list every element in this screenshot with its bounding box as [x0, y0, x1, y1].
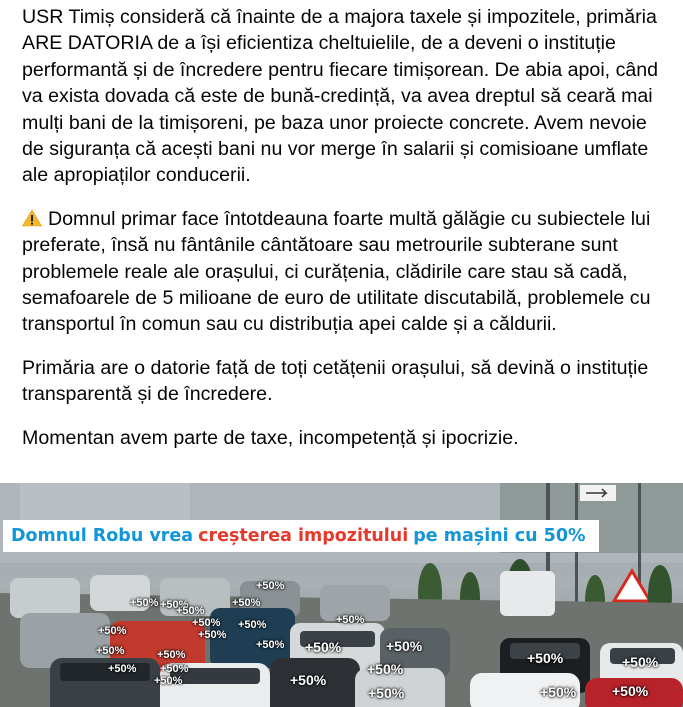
car-tag: +50% — [336, 614, 365, 626]
car-tag: +50% — [157, 649, 186, 661]
post-paragraph-2-text: Domnul primar face întotdeauna foarte multă gălăgie cu subiectele lui preferate, însă nu fântânile cântătoare sau metrourile subterane sunt problemele reale ale orașului, ci curățenia, clădirile care stau să cadă, semafoarele de 5 milioane de euro de utilitate discutabilă, problemele cu transportul în comun sau cu distribuția apei calde și a căldurii. — [22, 207, 651, 336]
car-tag: +50% — [176, 605, 205, 617]
car-tag: +50% — [232, 597, 261, 609]
car-tag: +50% — [98, 625, 127, 637]
post-paragraph-2 — [22, 206, 672, 338]
car-tag: +50% — [367, 661, 404, 677]
car-tag: +50% — [386, 638, 423, 654]
image-banner — [3, 520, 599, 552]
car-tag: +50% — [198, 629, 227, 641]
car-tag: +50% — [238, 619, 267, 631]
car-tag: +50% — [368, 685, 405, 701]
car-tag: +50% — [154, 675, 183, 687]
post-paragraph-1: USR Timiș consideră că înainte de a majora taxele și impozitele, primăria ARE DATORIA de a își eficientiza cheltuielile, de a deveni o instituție performantă și de încredere pentru fiecare timișorean. De abia apoi, când va exista dovada că este de bună-credință, va avea dreptul să ceară mai mulți bani de la timișoreni, pe baza unor proiecte concrete. Avem nevoie de siguranța că acești bani nu vor merge în salarii și comisioane umflate ale apropiaților conducerii. — [22, 6, 659, 187]
post-paragraph-4: Momentan avem parte de taxe, incompetență și ipocrizie. — [22, 426, 519, 449]
car-tag: +50% — [290, 672, 327, 688]
warning-icon — [22, 209, 42, 227]
post-image[interactable] — [0, 483, 683, 707]
car-tag: +50% — [192, 617, 221, 629]
car-tag: +50% — [527, 650, 564, 666]
car-tag: +50% — [622, 654, 659, 670]
car-tag: +50% — [256, 639, 285, 651]
car-tag: +50% — [305, 639, 342, 655]
banner-part-2: creșterea impozitului — [198, 526, 409, 546]
banner-part-3: pe mașini cu 50% — [413, 526, 586, 546]
post-paragraph-3: Primăria are o datorie față de toți cetățenii orașului, să devină o instituție transparentă și de încredere. — [22, 356, 649, 406]
car-tag: +50% — [540, 684, 577, 700]
car-tag: +50% — [256, 580, 285, 592]
banner-part-1: Domnul Robu vrea — [11, 526, 194, 546]
car-tag: +50% — [108, 663, 137, 675]
car-tag: +50% — [160, 599, 189, 611]
car-tag: +50% — [130, 597, 159, 609]
car-tag: +50% — [160, 663, 189, 675]
car-tag: +50% — [612, 683, 649, 699]
car-tag: +50% — [96, 645, 125, 657]
post-text — [22, 0, 672, 451]
traffic-scene — [0, 483, 683, 707]
